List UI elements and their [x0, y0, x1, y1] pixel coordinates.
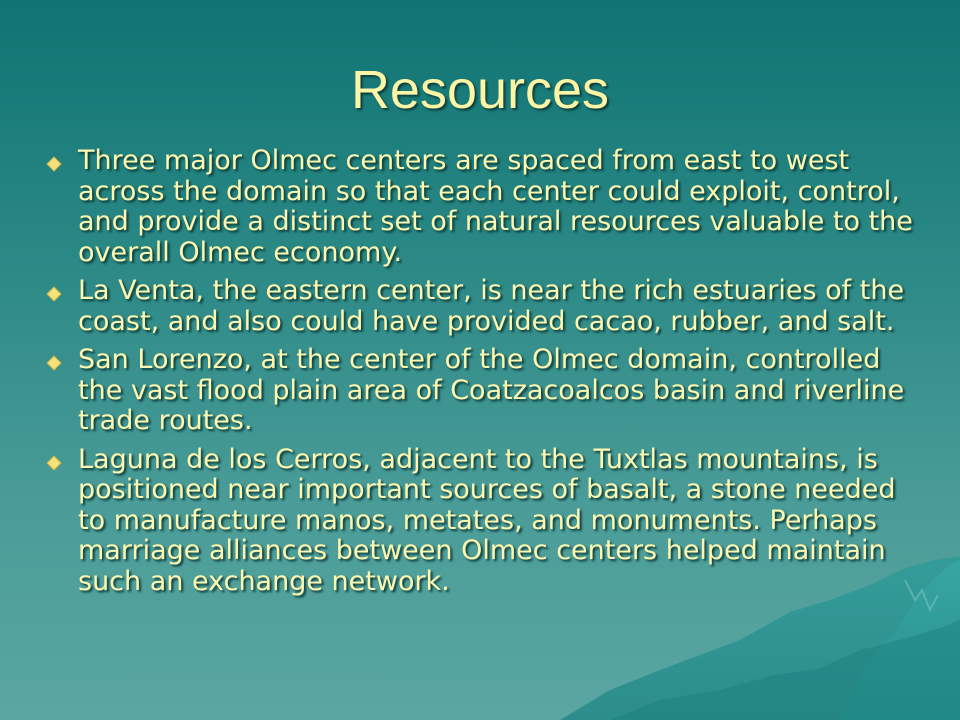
bullet-item [42, 345, 922, 437]
bullet-text: San Lorenzo, at the center of the Olmec domain, controlled the vast flood plain area of Coatzacoalcos basin and riverline trade routes. [78, 344, 905, 436]
diamond-bullet-icon [46, 355, 62, 371]
slide-title: Resources [350, 60, 610, 120]
bullet-item [42, 146, 922, 268]
diamond-bullet-icon [46, 156, 62, 172]
bullet-text: Laguna de los Cerros, adjacent to the Tuxtlas mountains, is positioned near important sources of basalt, a stone needed to manufacture manos, metates, and monuments. Perhaps marriage alliances between Olmec centers helped maintain such an exchange network. [78, 443, 896, 597]
diamond-bullet-icon [46, 286, 62, 302]
diamond-bullet-icon [46, 455, 62, 471]
bullet-list [42, 146, 922, 605]
bullet-text: La Venta, the eastern center, is near the rich estuaries of the coast, and also could have provided cacao, rubber, and salt. [78, 275, 905, 337]
bullet-text: Three major Olmec centers are spaced from east to west across the domain so that each center could exploit, control, and provide a distinct set of natural resources valuable to the overall Olmec economy. [78, 145, 913, 268]
bullet-item [42, 276, 922, 337]
bullet-item [42, 445, 922, 598]
